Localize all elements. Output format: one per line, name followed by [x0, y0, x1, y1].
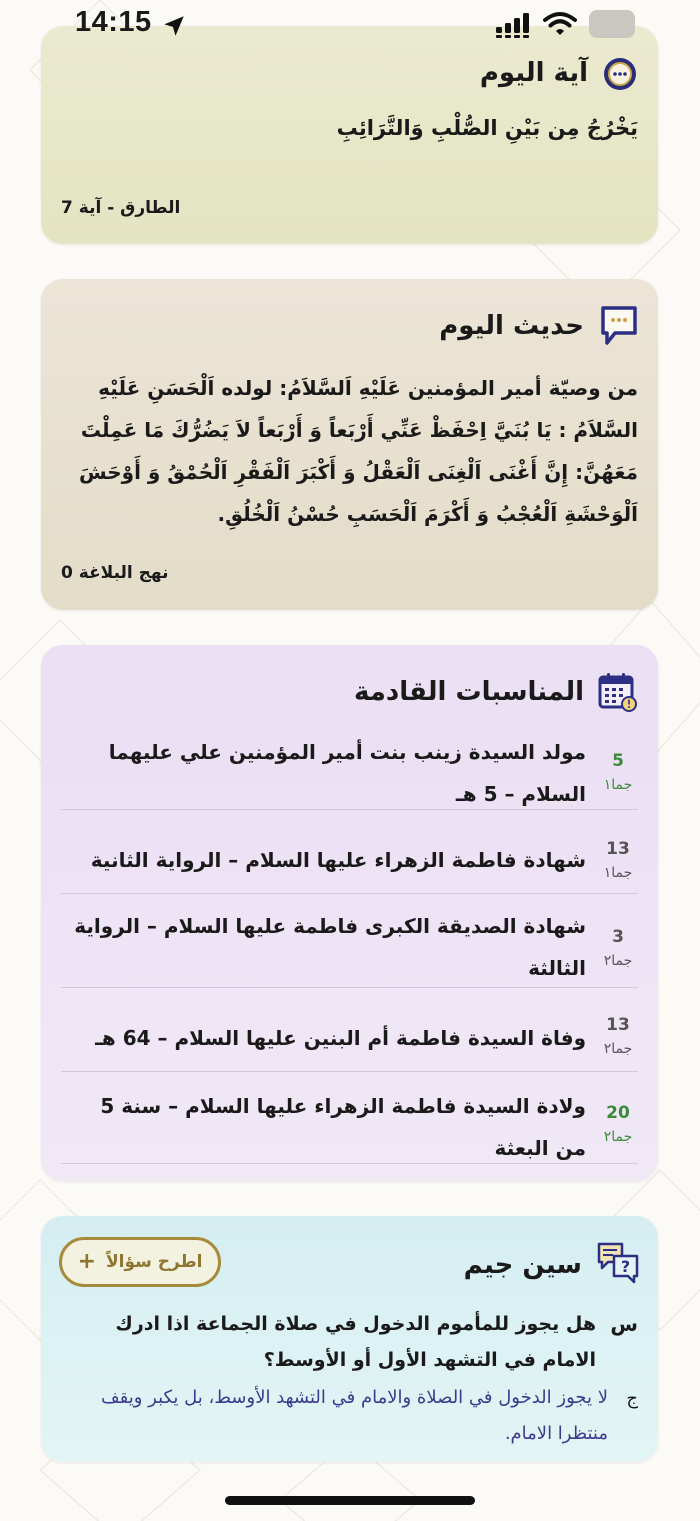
hadith-of-the-day-card[interactable]: [41, 279, 658, 610]
event-month: جما٢: [603, 1041, 633, 1057]
question-bubbles-icon: [596, 1240, 640, 1284]
battery-icon: [589, 10, 635, 38]
event-month: جما٢: [603, 1129, 633, 1145]
ayah-source: الطارق - آية 7: [61, 198, 181, 218]
location-arrow-icon: [161, 13, 187, 39]
event-text: شهادة الصديقة الكبرى فاطمة عليها السلام – الرواية الثالثة: [74, 914, 586, 980]
status-bar: [41, 0, 658, 60]
events-card-title: المناسبات القادمة: [354, 677, 584, 707]
event-day: 3: [612, 927, 624, 947]
upcoming-events-card[interactable]: [41, 645, 658, 1181]
event-day: 13: [606, 839, 630, 859]
event-row[interactable]: [61, 893, 638, 988]
quran-book-icon: [602, 56, 638, 92]
answer-marker: ج: [626, 1388, 638, 1409]
chat-bubble-icon: [600, 305, 638, 347]
hadith-card-title: حديث اليوم: [439, 311, 584, 341]
ask-question-label: اطرح سؤالاً: [106, 1252, 203, 1272]
qa-card-title: سين جيم: [463, 1250, 582, 1280]
questions-answers-card[interactable]: [41, 1216, 658, 1462]
event-text: مولد السيدة زينب بنت أمير المؤمنين علي عليهما السلام – 5 هـ: [108, 740, 586, 806]
hadith-text: من وصيّة أمير المؤمنين عَلَيْهِ اَلسَّلاَمُ: لولده اَلْحَسَنِ عَلَيْهِ السَّلاَمُ : يَا بُنَيَّ اِحْفَظْ عَنِّي أَرْبَعاً وَ أَرْبَعاً لاَ يَضُرُّكَ مَا عَمِلْتَ مَعَهُنَّ: إِنَّ أَغْنَى اَلْغِنَى اَلْعَقْلُ وَ أَكْبَرَ اَلْفَقْرِ اَلْحُمْقُ وَ أَوْحَشَ اَلْوَحْشَةِ اَلْعُجْبُ وَ أَكْرَمَ اَلْحَسَبِ حُسْنُ اَلْخُلُقِ.: [78, 376, 638, 526]
home-indicator[interactable]: [225, 1496, 475, 1505]
ayah-text: يَخْرُجُ مِن بَيْنِ الصُّلْبِ وَالتَّرَائِبِ: [336, 116, 638, 140]
plus-icon: +: [77, 1249, 96, 1274]
event-day: 20: [606, 1103, 630, 1123]
event-month: جما١: [603, 865, 633, 881]
event-day: 13: [606, 1015, 630, 1035]
event-day: 5: [612, 751, 624, 771]
event-month: جما٢: [603, 953, 633, 969]
ask-question-button[interactable]: [59, 1237, 221, 1287]
event-text: ولادة السيدة فاطمة الزهراء عليها السلام – سنة 5 من البعثة: [100, 1094, 586, 1160]
event-row[interactable]: [61, 1071, 638, 1164]
event-row[interactable]: [61, 735, 638, 810]
answer-text: لا يجوز الدخول في الصلاة والامام في التشهد الأوسط، بل يكبر ويقف منتظرا الامام.: [100, 1387, 608, 1444]
svg-text:?: ?: [620, 1257, 631, 1276]
question-text: هل يجوز للمأموم الدخول في صلاة الجماعة اذا ادرك الامام في التشهد الأول أو الأوسط؟: [115, 1313, 596, 1371]
event-row[interactable]: [61, 809, 638, 894]
event-row[interactable]: [61, 987, 638, 1072]
event-text: شهادة فاطمة الزهراء عليها السلام – الرواية الثانية: [90, 848, 586, 872]
status-time: 14:15: [75, 6, 152, 38]
hadith-source: نهج البلاغة 0: [61, 563, 169, 583]
cellular-signal-icon: [496, 12, 532, 38]
calendar-icon: [598, 671, 638, 713]
wifi-icon: [543, 11, 577, 37]
question-marker: س: [610, 1312, 638, 1336]
event-text: وفاة السيدة فاطمة أم البنين عليها السلام – 64 هـ: [95, 1026, 586, 1050]
event-month: جما١: [603, 777, 633, 793]
ayah-card-title: آية اليوم: [479, 58, 588, 88]
